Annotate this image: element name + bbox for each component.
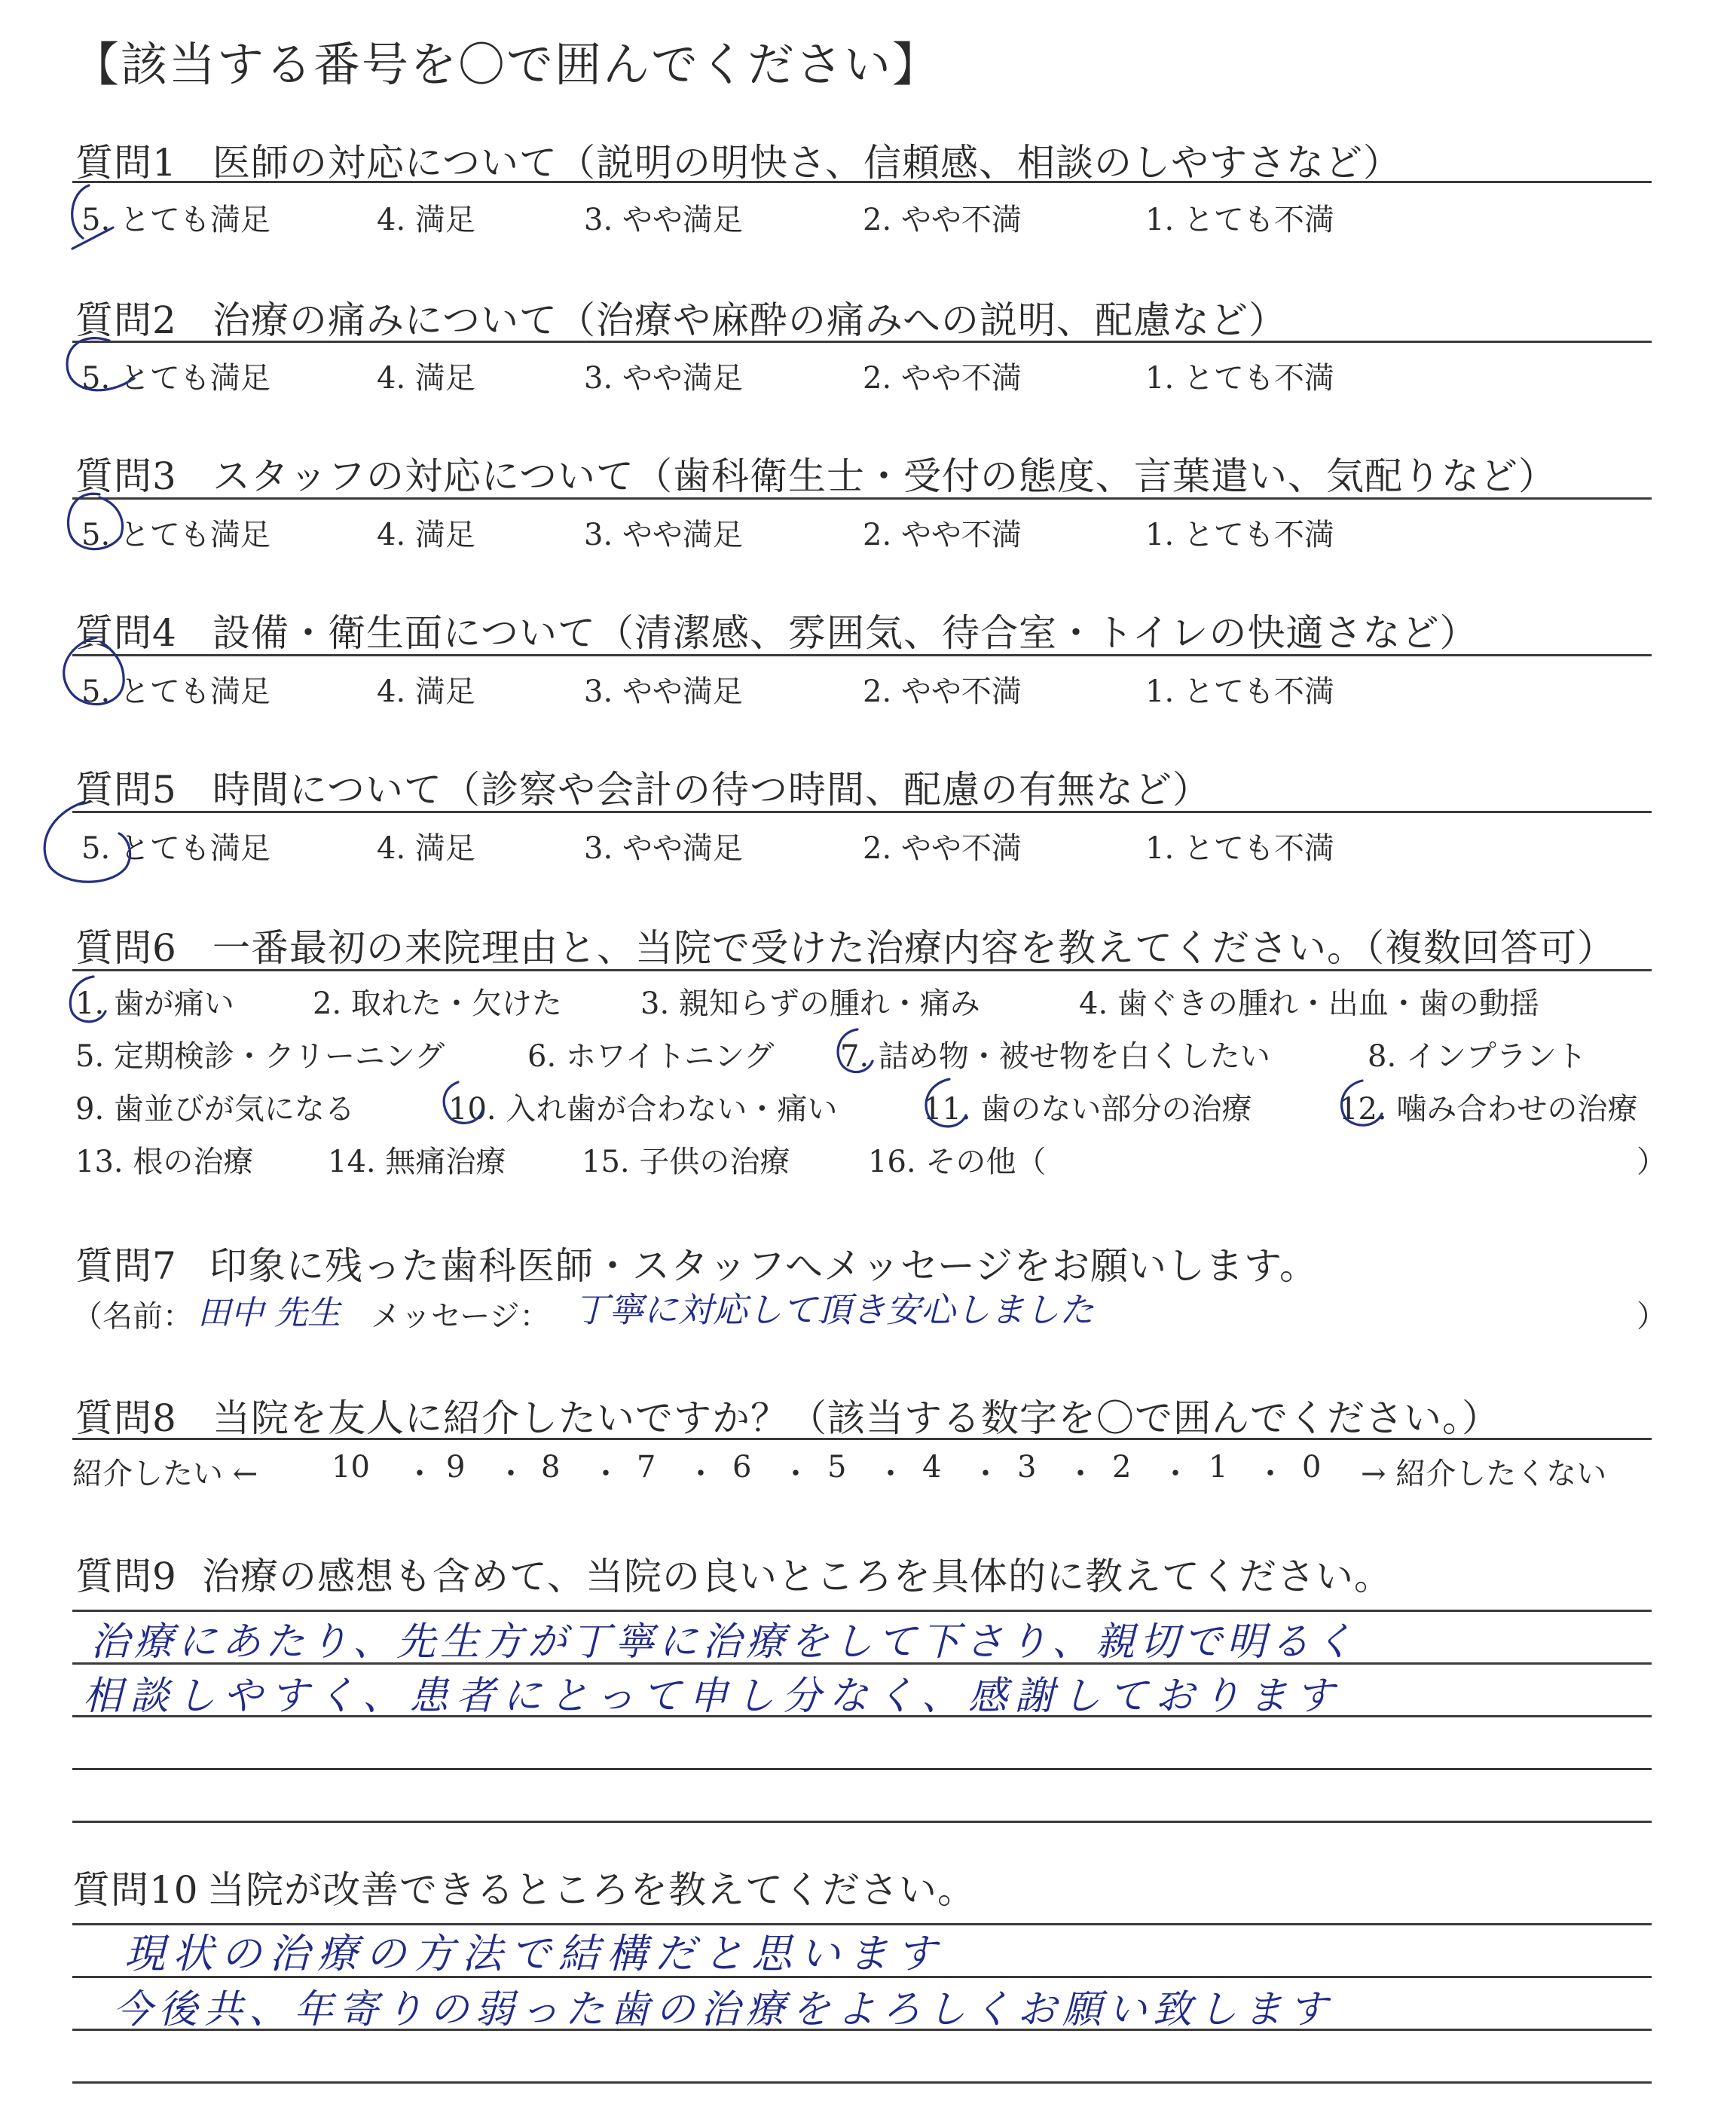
q4-option-2[interactable]: 2. やや不満 (863, 674, 1022, 709)
q8-scale-9[interactable]: 9 (446, 1450, 466, 1485)
q2-option-3[interactable]: 3. やや満足 (584, 361, 743, 396)
q8-sep: ・ (591, 1457, 621, 1491)
q10-line-4 (72, 2081, 1652, 2084)
q1-rule (72, 181, 1652, 183)
q8-sep: ・ (496, 1457, 526, 1491)
q8-text: 当院を友人に紹介したいですか？（該当する数字を〇で囲んでください。） (212, 1396, 1500, 1440)
q8-scale-5[interactable]: 5 (827, 1450, 847, 1485)
q4-option-4[interactable]: 4. 満足 (377, 674, 475, 709)
q8-sep: ・ (781, 1457, 811, 1491)
q8-rule (72, 1438, 1652, 1440)
q9-answer-line-1[interactable]: 治療にあたり、先生方が丁寧に治療をして下さり、親切で明るく (90, 1619, 1359, 1665)
q10-answer-line-1[interactable]: 現状の治療の方法で結構だと思います (124, 1930, 944, 1977)
q6-rule (72, 969, 1652, 971)
q8-sep: ・ (686, 1457, 716, 1491)
q3-option-2[interactable]: 2. やや不満 (863, 518, 1022, 552)
q6-close-paren: ） (1637, 1145, 1667, 1179)
q6-option-12[interactable]: 12. 噛み合わせの治療 (1339, 1092, 1638, 1127)
q1-option-5[interactable]: 5. とても満足 (81, 203, 270, 237)
q5-text: 時間について（診察や会計の待つ時間、配慮の有無など） (212, 768, 1211, 812)
q6-option-3[interactable]: 3. 親知らずの腫れ・痛み (640, 986, 980, 1021)
q8-sep: ・ (1160, 1457, 1190, 1491)
q8-scale-10[interactable]: 10 (332, 1450, 370, 1485)
q8-scale-3[interactable]: 3 (1017, 1450, 1037, 1485)
q5-option-1[interactable]: 1. とても不満 (1145, 831, 1334, 866)
q5-label: 質問5 (75, 768, 177, 812)
q1-option-1[interactable]: 1. とても不満 (1145, 203, 1334, 237)
q6-option-10[interactable]: 10. 入れ歯が合わない・痛い (448, 1092, 838, 1127)
q6-option-2[interactable]: 2. 取れた・欠けた (313, 986, 562, 1021)
q6-option-9[interactable]: 9. 歯並びが気になる (75, 1092, 355, 1127)
q3-label: 質問3 (75, 454, 177, 498)
q3-text: スタッフの対応について（歯科衛生士・受付の態度、言葉遣い、気配りなど） (212, 454, 1557, 498)
q2-option-4[interactable]: 4. 満足 (377, 361, 475, 396)
q4-text: 設備・衛生面について（清潔感、雰囲気、待合室・トイレの快適さなど） (212, 611, 1478, 655)
q8-scale-4[interactable]: 4 (922, 1450, 942, 1485)
q4-option-3[interactable]: 3. やや満足 (584, 674, 743, 709)
q8-scale-0[interactable]: 0 (1302, 1450, 1322, 1485)
q3-option-3[interactable]: 3. やや満足 (584, 518, 743, 552)
q3-option-1[interactable]: 1. とても不満 (1145, 518, 1334, 552)
q9-text: 治療の感想も含めて、当院の良いところを具体的に教えてください。 (202, 1555, 1392, 1598)
q6-option-14[interactable]: 14. 無痛治療 (328, 1145, 506, 1179)
q6-option-7[interactable]: 7. 詰め物・被せ物を白くしたい (840, 1039, 1270, 1074)
q2-label: 質問2 (75, 298, 177, 342)
q5-option-5[interactable]: 5. とても満足 (81, 831, 270, 866)
q9-line-5 (72, 1821, 1652, 1823)
q4-rule (72, 654, 1652, 656)
q1-option-3[interactable]: 3. やや満足 (584, 203, 743, 237)
q6-text: 一番最初の来院理由と、当院で受けた治療内容を教えてください。（複数回答可） (212, 926, 1615, 970)
q8-left-label: 紹介したい ← (72, 1457, 258, 1491)
q2-rule (72, 341, 1652, 343)
q8-right-label: → 紹介したくない (1361, 1457, 1607, 1491)
q6-label: 質問6 (75, 926, 177, 970)
q4-label: 質問4 (75, 611, 177, 655)
q2-option-2[interactable]: 2. やや不満 (863, 361, 1022, 396)
q6-option-4[interactable]: 4. 歯ぐきの腫れ・出血・歯の動揺 (1079, 986, 1539, 1021)
q5-rule (72, 811, 1652, 813)
q8-scale-7[interactable]: 7 (637, 1450, 656, 1485)
q10-label: 質問10 (72, 1868, 199, 1912)
q3-rule (72, 497, 1652, 500)
q9-label: 質問9 (75, 1555, 177, 1598)
q7-message-label: メッセージ： (371, 1299, 550, 1334)
q1-option-4[interactable]: 4. 満足 (377, 203, 475, 237)
q8-sep: ・ (876, 1457, 906, 1491)
q10-text: 当院が改善できるところを教えてください。 (207, 1868, 976, 1912)
q8-label: 質問8 (75, 1396, 177, 1440)
q8-scale-1[interactable]: 1 (1209, 1450, 1228, 1485)
q2-option-5[interactable]: 5. とても満足 (81, 361, 270, 396)
q5-option-3[interactable]: 3. やや満足 (584, 831, 743, 866)
q6-option-15[interactable]: 15. 子供の治療 (582, 1145, 790, 1179)
q8-sep: ・ (970, 1457, 1001, 1491)
q4-option-5[interactable]: 5. とても満足 (81, 674, 270, 709)
q6-option-16[interactable]: 16. その他（ (868, 1145, 1047, 1179)
q9-line-4 (72, 1768, 1652, 1770)
q6-option-6[interactable]: 6. ホワイトニング (527, 1039, 775, 1074)
q8-sep: ・ (1255, 1457, 1285, 1491)
q6-option-1[interactable]: 1. 歯が痛い (75, 986, 234, 1021)
q8-scale-8[interactable]: 8 (541, 1450, 561, 1485)
q6-option-5[interactable]: 5. 定期検診・クリーニング (75, 1039, 445, 1074)
q7-text: 印象に残った歯科医師・スタッフへメッセージをお願いします。 (209, 1244, 1318, 1288)
q1-label: 質問1 (75, 141, 177, 185)
q6-option-11[interactable]: 11. 歯のない部分の治療 (923, 1092, 1252, 1127)
q7-label: 質問7 (75, 1244, 177, 1288)
q5-option-2[interactable]: 2. やや不満 (863, 831, 1022, 866)
q7-name-handwriting[interactable]: 田中 先生 (197, 1294, 341, 1332)
q6-option-8[interactable]: 8. インプラント (1368, 1039, 1587, 1074)
q8-scale-6[interactable]: 6 (732, 1450, 752, 1485)
q1-option-2[interactable]: 2. やや不満 (863, 203, 1022, 237)
q9-answer-line-2[interactable]: 相談しやすく、患者にとって申し分なく、感謝しております (83, 1674, 1342, 1719)
q8-sep: ・ (1065, 1457, 1096, 1491)
q2-option-1[interactable]: 1. とても不満 (1145, 361, 1334, 396)
q8-scale-2[interactable]: 2 (1112, 1450, 1132, 1485)
q3-option-5[interactable]: 5. とても満足 (81, 518, 270, 552)
q7-message-handwriting[interactable]: 丁寧に対応して頂き安心しました (574, 1289, 1094, 1330)
q4-option-1[interactable]: 1. とても不満 (1145, 674, 1334, 709)
q2-text: 治療の痛みについて（治療や麻酔の痛みへの説明、配慮など） (212, 298, 1287, 342)
q5-option-4[interactable]: 4. 満足 (377, 831, 475, 866)
q6-option-13[interactable]: 13. 根の治療 (75, 1145, 254, 1179)
q7-close-paren: ） (1637, 1299, 1667, 1334)
q8-sep: ・ (405, 1457, 435, 1491)
q3-option-4[interactable]: 4. 満足 (377, 518, 475, 552)
q10-answer-line-2[interactable]: 今後共、年寄りの弱った歯の治療をよろしくお願い致します (113, 1987, 1334, 2032)
q1-text: 医師の対応について（説明の明快さ、信頼感、相談のしやすさなど） (212, 141, 1401, 185)
q7-name-label: （名前： (72, 1299, 193, 1334)
form-title: 【該当する番号を〇で囲んでください】 (72, 37, 941, 92)
